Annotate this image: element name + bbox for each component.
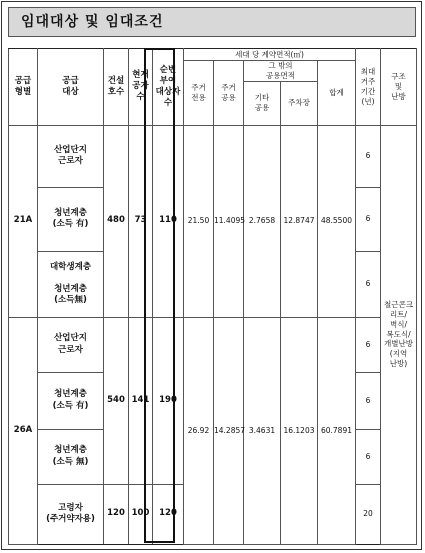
construction-units-cell: 540 [104,317,129,484]
max-period-cell: 20 [356,484,381,544]
common-area-cell: 11.4095 [214,125,244,317]
section-title: 임대대상 및 임대조건 [8,7,416,37]
vacant-units-cell: 73 [129,125,153,317]
max-period-cell: 6 [356,125,381,187]
priority-units-cell: 110 [153,125,184,317]
header-other-common: 기타 공용 [244,81,281,125]
max-period-cell: 6 [356,251,381,317]
total-area-cell: 48.5500 [318,125,356,317]
supply-target-cell: 고령자 (주거약자용) [38,484,104,544]
construction-units-cell: 120 [104,484,129,544]
supply-target-cell: 대학생계층 청년계층 (소득無) [38,251,104,317]
supply-type-cell: 21A [9,125,38,317]
structure-cell: 철근콘크 리트/ 벽식/ 복도식/ 개별난방 (지역 난방) [381,125,417,544]
parking-area-cell: 12.8747 [281,125,318,317]
header-construction-units: 건설 호수 [104,49,129,126]
supply-target-cell: 산업단지 근로자 [38,317,104,372]
max-period-cell: 6 [356,187,381,251]
max-period-cell: 6 [356,429,381,484]
table-row [9,317,417,372]
construction-units-cell: 480 [104,125,129,317]
exclusive-area-cell: 21.50 [184,125,214,317]
max-period-cell: 6 [356,372,381,429]
total-area-cell: 60.7891 [318,317,356,544]
supply-target-cell: 청년계층 (소득 有) [38,372,104,429]
other-common-cell: 3.4631 [244,317,281,544]
common-area-cell: 14.2857 [214,317,244,544]
header-other-common-group: 그 밖의 공용면적 [244,61,318,82]
max-period-cell: 6 [356,317,381,372]
vacant-units-cell: 100 [129,484,153,544]
header-residential-exclusive: 주거 전용 [184,61,214,126]
other-common-cell: 2.7658 [244,125,281,317]
header-priority-units: 순번 부여 대상자 수 [153,49,184,126]
vacant-units-cell: 141 [129,317,153,484]
header-parking: 주차장 [281,81,318,125]
header-area-group: 세대 당 계약면적(㎡) [184,49,356,61]
table-row [9,125,417,187]
rental-conditions-table [8,48,417,545]
header-supply-target: 공급 대상 [38,49,104,126]
header-max-period: 최대 거주 기간 (년) [356,49,381,126]
priority-units-cell: 120 [153,484,184,544]
header-total: 합계 [318,61,356,126]
supply-type-cell: 26A [9,317,38,544]
priority-units-cell: 190 [153,317,184,484]
header-structure-heating: 구조 및 난방 [381,49,417,126]
supply-target-cell: 청년계층 (소득 無) [38,429,104,484]
header-vacant-units: 현재 공가 수 [129,49,153,126]
supply-target-cell: 산업단지 근로자 [38,125,104,187]
header-residential-common: 주거 공용 [214,61,244,126]
rental-table-container [8,48,416,543]
header-supply-type: 공급 형별 [9,49,38,126]
exclusive-area-cell: 26.92 [184,317,214,544]
parking-area-cell: 16.1203 [281,317,318,544]
supply-target-cell: 청년계층 (소득 有) [38,187,104,251]
